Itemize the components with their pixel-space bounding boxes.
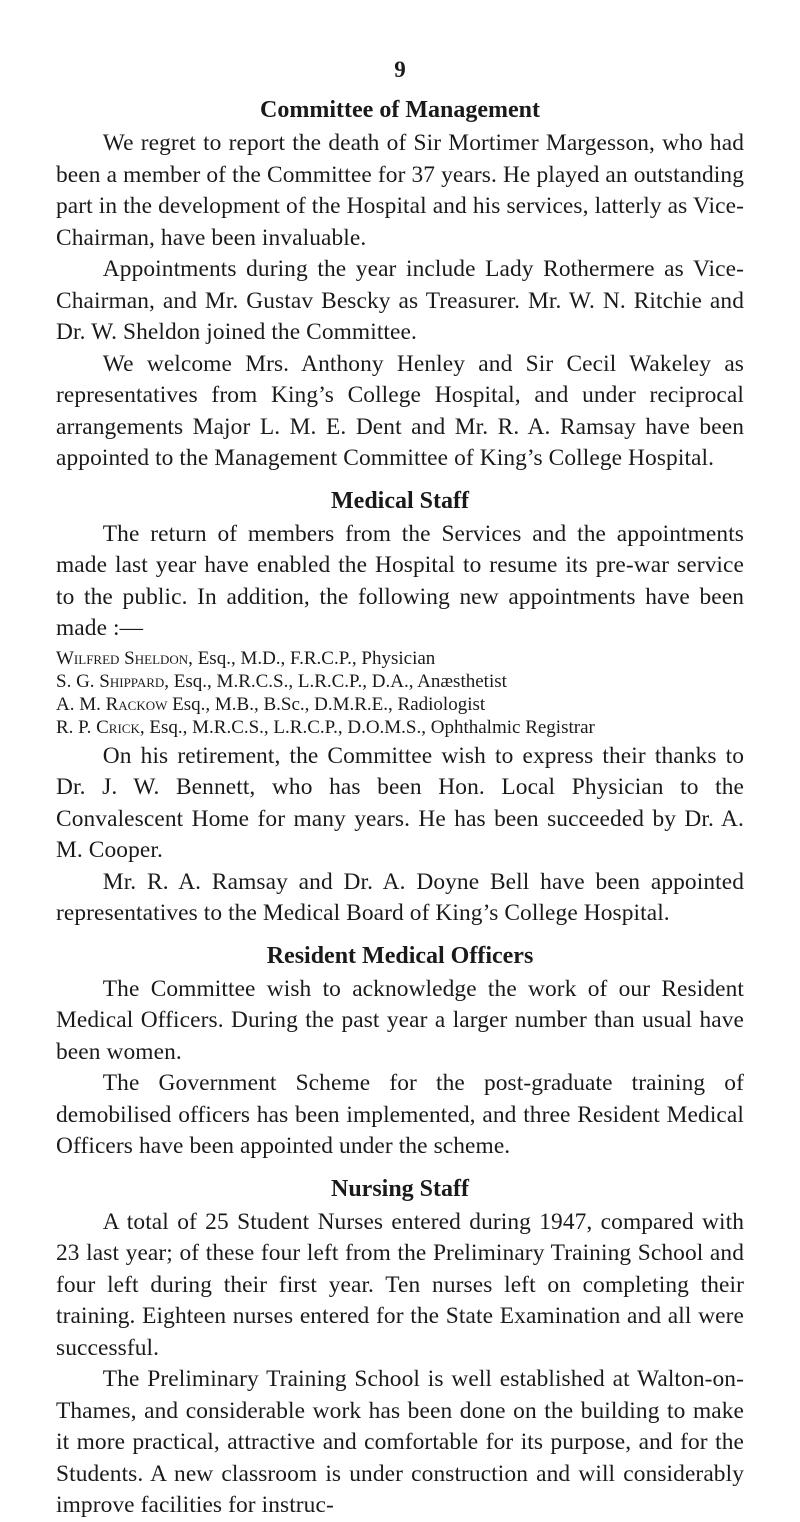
paragraph: Appointments during the year include Lady Rothermere as Vice-Chairman, and Mr. Gustav Bescky as Treasurer. Mr. W. N. Ritchie and Dr. W. Sheldon joined the Committee. [56,256,744,345]
paragraph: A total of 25 Student Nurses entered during 1947, compared with 23 last year; of these four left from the Preliminary Training School and four left during their first year. Ten nurses left on completing their training. Eighteen nurses entered for the State Examination and all were successful. [56,1208,744,1361]
appointment-item [56,670,744,693]
appointee-details: Esq., M.D., F.R.C.P., Physician [192,647,436,669]
paragraph: On his retirement, the Committee wish to express their thanks to Dr. J. W. Bennett, who has been Hon. Local Physician to the Convalescent Home for many years. He has been succeeded by Dr. A. M. Cooper. [56,742,744,863]
appointments-list [56,647,744,739]
section-heading: Nursing Staff [330,1175,469,1202]
paragraph: The Government Scheme for the post-graduate training of demobilised officers has been implemented, and three Resident Medical Officers have been appointed under the scheme. [56,1070,744,1159]
appointment-item [56,693,744,716]
appointment-item [56,647,744,670]
paragraph: The Committee wish to acknowledge the work of our Resident Medical Officers. During the past year a larger number than usual have been women. [56,975,744,1065]
appointee-details: Esq., M.R.C.S., L.R.C.P., D.A., Anæsthetist [169,670,507,692]
paragraph: We regret to report the death of Sir Mortimer Margesson, who had been a member of the Committee for 37 years. He played an outstanding part in the development of the Hospital and his services, latterly as Vice-Chairman, have been invaluable. [56,130,744,251]
section-heading: Resident Medical Officers [266,942,534,969]
section-heading: Medical Staff [331,487,469,514]
appointment-item [56,716,744,739]
appointee-name: R. P. Crick, [56,716,145,738]
appointee-name: S. G. Shippard, [56,670,170,692]
paragraph: The return of members from the Services and the appointments made last year have enabled the Hospital to resume its pre-war service to the public. In addition, the following new appointments have been made :— [56,520,744,641]
appointee-details: Esq., M.B., B.Sc., D.M.R.E., Radiologist [167,693,486,715]
paragraph: Mr. R. A. Ramsay and Dr. A. Doyne Bell have been appointed representatives to the Medical Board of King’s College Hospital. [56,868,744,926]
section-nursing-staff [56,1171,744,1522]
appointee-details: Esq., M.R.C.S., L.R.C.P., D.O.M.S., Ophthalmic Registrar [144,716,595,738]
section-heading: Committee of Management [260,97,540,123]
paragraph: We welcome Mrs. Anthony Henley and Sir Cecil Wakeley as representatives from King’s College Hospital, and under reciprocal arrangements Major L. M. E. Dent and Mr. R. A. Ramsay have been appointed to the Management Committee of King’s College Hospital. [56,350,744,471]
appointee-name: Wilfred Sheldon, [56,647,193,669]
appointee-name: A. M. Rackow [56,693,168,715]
section-medical-staff [56,483,744,930]
paragraph: The Preliminary Training School is well established at Walton-on-Thames, and considerable work has been done on the building to make it more practical, attractive and comfortable for its purpose, and for the Students. A new classroom is under construction and will considerably improve facilities for instruc- [56,1366,744,1518]
section-committee-of-management [56,92,744,475]
page-number: 9 [394,57,406,82]
section-resident-medical-officers [56,938,744,1163]
